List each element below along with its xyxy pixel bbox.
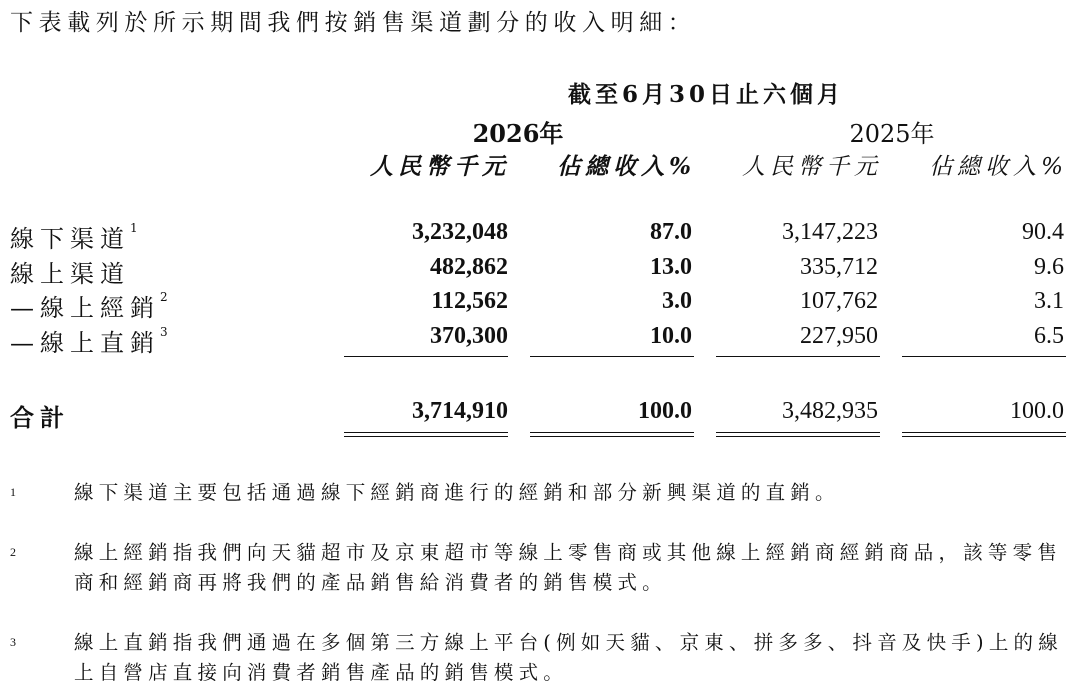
- table-cell: 87.0: [650, 219, 692, 245]
- table-cell: 6.5: [1034, 323, 1064, 349]
- table-cell: 3.0: [662, 288, 692, 314]
- table-cell: 3,232,048: [412, 219, 508, 245]
- row-label-online: 線上渠道: [10, 260, 130, 288]
- unit-header-rmb-2025: 人民幣千元: [742, 154, 882, 180]
- table-cell: 3.1: [1034, 288, 1064, 314]
- total-double-rule: [716, 432, 880, 437]
- table-cell: 9.6: [1034, 254, 1064, 280]
- row-label-offline: 線下渠道$^1$: [10, 221, 138, 253]
- row-label-online-distribution: —線上經銷$^2$: [10, 290, 168, 322]
- table-cell: 335,712: [800, 254, 878, 280]
- unit-header-pct-2026: 佔總收入%: [557, 153, 696, 180]
- table-cell: 482,862: [430, 254, 508, 280]
- unit-header-rmb-2026: 人民幣千元: [370, 153, 510, 180]
- footnote-text: 線下渠道主要包括通過線下經銷商進行的經銷和部分新興渠道的直銷。: [74, 481, 840, 504]
- period-header: 截至6月30日止六個月: [567, 81, 844, 108]
- footnote-mark: 2: [10, 545, 16, 559]
- table-cell: 90.4: [1022, 219, 1064, 245]
- table-cell: 100.0: [638, 398, 692, 424]
- year-header-2026: 2026年: [472, 119, 564, 148]
- table-cell: 3,147,223: [782, 219, 878, 245]
- table-cell: 112,562: [431, 288, 508, 314]
- footnote-ref: 3: [160, 325, 168, 339]
- table-cell: 3,482,935: [782, 398, 878, 424]
- footnote-ref: 1: [130, 221, 138, 235]
- table-cell: 13.0: [650, 254, 692, 280]
- footnote-text: 線上直銷指我們通過在多個第三方線上平台(例如天貓、京東、拼多多、抖音及快手)上的線上自營店直接向消費者銷售產品的銷售模式。: [74, 631, 1063, 684]
- footnote-mark: 3: [10, 635, 16, 649]
- total-double-rule: [344, 432, 508, 437]
- table-cell: 3,714,910: [412, 398, 508, 424]
- footnote-text: 線上經銷指我們向天貓超市及京東超市等線上零售商或其他線上經銷商經銷商品，該等零售商和經銷商再將我們的產品銷售給消費者的銷售模式。: [74, 541, 1063, 594]
- row-label-online-direct: —線上直銷$^3$: [10, 325, 168, 357]
- table-cell: 100.0: [1010, 398, 1064, 424]
- subtotal-rule: [530, 356, 694, 357]
- table-cell: 227,950: [800, 323, 878, 349]
- intro-text: 下表載列於所示期間我們按銷售渠道劃分的收入明細：: [10, 10, 697, 36]
- table-cell: 10.0: [650, 323, 692, 349]
- subtotal-rule: [716, 356, 880, 357]
- table-cell: 370,300: [430, 323, 508, 349]
- total-double-rule: [902, 432, 1066, 437]
- total-double-rule: [530, 432, 694, 437]
- row-label-total: 合計: [10, 403, 70, 432]
- year-header-2025: 2025年: [849, 120, 935, 148]
- subtotal-rule: [902, 356, 1066, 357]
- footnote-ref: 2: [160, 290, 168, 304]
- unit-header-pct-2025: 佔總收入%: [929, 154, 1068, 180]
- footnote-mark: 1: [10, 485, 16, 499]
- subtotal-rule: [344, 356, 508, 357]
- table-cell: 107,762: [800, 288, 878, 314]
